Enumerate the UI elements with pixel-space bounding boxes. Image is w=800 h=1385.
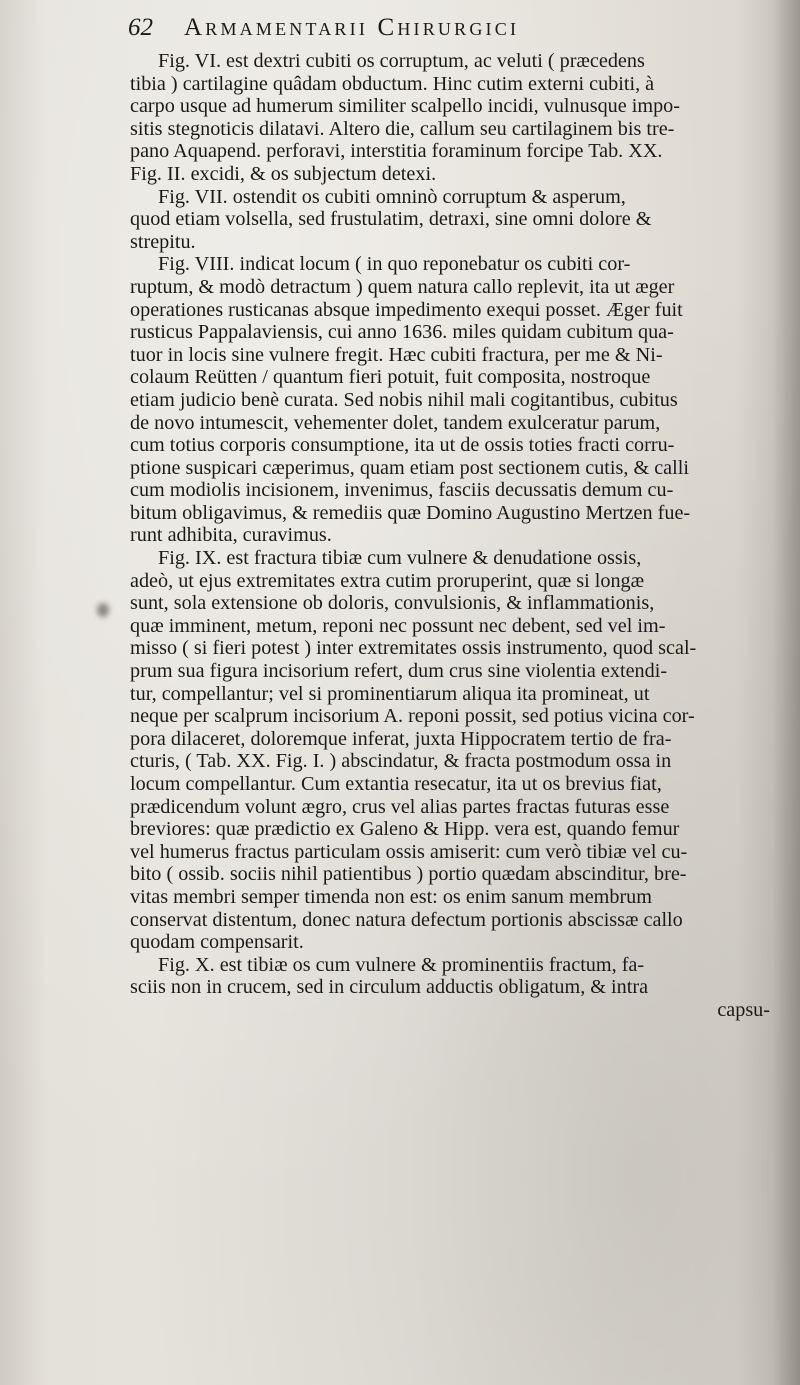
text-line: ptione suspicari cæperimus, quam etiam post sectionem cutis, & calli bbox=[130, 456, 689, 479]
text-line: sitis stegnoticis dilatavi. Altero die, callum seu cartilaginem bis tre- bbox=[130, 117, 675, 140]
text-line: colaum Reütten / quantum fieri potuit, fuit composita, nostroque bbox=[130, 366, 651, 389]
text-line: prum sua figura incisorium refert, dum crus sine violentia extendi- bbox=[130, 660, 668, 683]
text-line: cum totius corporis consumptione, ita ut de ossis toties fracti corru- bbox=[130, 434, 675, 457]
text-line: vitas membri semper timenda non est: os enim sanum membrum bbox=[130, 885, 652, 908]
text-line: tuor in locis sine vulnere fregit. Hæc cubiti fractura, per me & Ni- bbox=[130, 343, 663, 366]
text-line: cum modiolis incisionem, invenimus, fasciis decussatis demum cu- bbox=[130, 479, 674, 502]
text-line: quodam compensarit. bbox=[130, 931, 304, 954]
page-header bbox=[128, 14, 788, 50]
text-line: runt adhibita, curavimus. bbox=[130, 524, 332, 547]
text-line: bitum obligavimus, & remediis quæ Domino Augustino Mertzen fue- bbox=[130, 501, 691, 524]
text-line: conservat distentum, donec natura defectum portionis abscissæ callo bbox=[130, 908, 683, 931]
text-line: breviores: quæ prædictio ex Galeno & Hipp. vera est, quando femur bbox=[130, 818, 680, 841]
ink-spot bbox=[97, 603, 109, 617]
text-line: ruptum, & modò detractum ) quem natura callo replevit, ita ut æger bbox=[130, 275, 675, 298]
text-line: quæ imminent, metum, reponi nec possunt nec debent, sed vel im- bbox=[130, 614, 666, 637]
text-line: neque per scalprum incisorium A. reponi possit, sed potius vicina cor- bbox=[130, 705, 695, 728]
text-line: sciis non in crucem, sed in circulum adductis obligatum, & intra bbox=[130, 976, 649, 999]
text-line: Fig. VI. est dextri cubiti os corruptum, ac veluti ( præcedens bbox=[158, 50, 645, 72]
text-line: etiam judicio benè curata. Sed nobis nihil mali cogitantibus, cubitus bbox=[130, 388, 678, 411]
text-line: operationes rusticanas absque impedimento exequi posset. Æger fuit bbox=[130, 298, 683, 321]
text-line: prædicendum volunt ægro, crus vel alias partes fractas futuras esse bbox=[130, 795, 670, 818]
text-line: quod etiam volsella, sed frustulatim, detraxi, sine omni dolore & bbox=[130, 208, 652, 231]
text-line: Fig. II. excidi, & os subjectum detexi. bbox=[130, 162, 437, 185]
text-line: misso ( si fieri potest ) inter extremitates ossis instrumento, quod scal- bbox=[130, 637, 697, 660]
text-line: locum compellantur. Cum extantia resecatur, ita ut os brevius fiat, bbox=[130, 773, 662, 795]
text-line: de novo intumescit, vehementer dolet, tandem exulceratur parum, bbox=[130, 411, 661, 434]
text-line: carpo usque ad humerum similiter scalpello incidi, vulnusque impo- bbox=[130, 95, 680, 118]
text-line: Fig. IX. est fractura tibiæ cum vulnere & denudatione ossis, bbox=[158, 547, 642, 570]
text-line: cturis, ( Tab. XX. Fig. I. ) abscindatur, & fracta postmodum ossa in bbox=[130, 750, 672, 773]
page-edge-shadow bbox=[772, 0, 800, 1385]
text-line: adeò, ut ejus extremitates extra cutim proruperint, quæ si longæ bbox=[130, 569, 645, 592]
text-line: Fig. X. est tibiæ os cum vulnere & prominentiis fractum, fa- bbox=[158, 953, 645, 976]
text-line: tur, compellantur; vel si prominentiarum aliqua ita promineat, ut bbox=[130, 682, 650, 705]
page-number: 62 bbox=[128, 14, 153, 41]
text-line: pora dilaceret, doloremque inferat, juxta Hippocratem tertio de fra- bbox=[130, 727, 672, 750]
text-line: Fig. VII. ostendit os cubiti omninò corruptum & asperum, bbox=[158, 185, 626, 208]
text-line: sunt, sola extensione ob doloris, convulsionis, & inflammationis, bbox=[130, 592, 655, 615]
text-line: Fig. VIII. indicat locum ( in quo reponebatur os cubiti cor- bbox=[158, 253, 631, 276]
body-text bbox=[130, 50, 770, 1022]
text-line: bito ( ossib. sociis nihil patientibus ) portio quædam abscinditur, bre- bbox=[130, 863, 687, 886]
text-line: pano Aquapend. perforavi, interstitia foraminum forcipe Tab. XX. bbox=[130, 140, 663, 163]
catchword: capsu- bbox=[717, 998, 770, 1021]
running-head: Armamentarii Chirurgici bbox=[184, 14, 520, 41]
text-line: strepitu. bbox=[130, 230, 196, 253]
text-line: tibia ) cartilagine quâdam obductum. Hinc cutim externi cubiti, à bbox=[130, 72, 655, 95]
text-line: rusticus Pappalaviensis, cui anno 1636. miles quidam cubitum qua- bbox=[130, 321, 674, 344]
text-line: vel humerus fractus particulam ossis amiserit: cum verò tibiæ vel cu- bbox=[130, 840, 688, 863]
